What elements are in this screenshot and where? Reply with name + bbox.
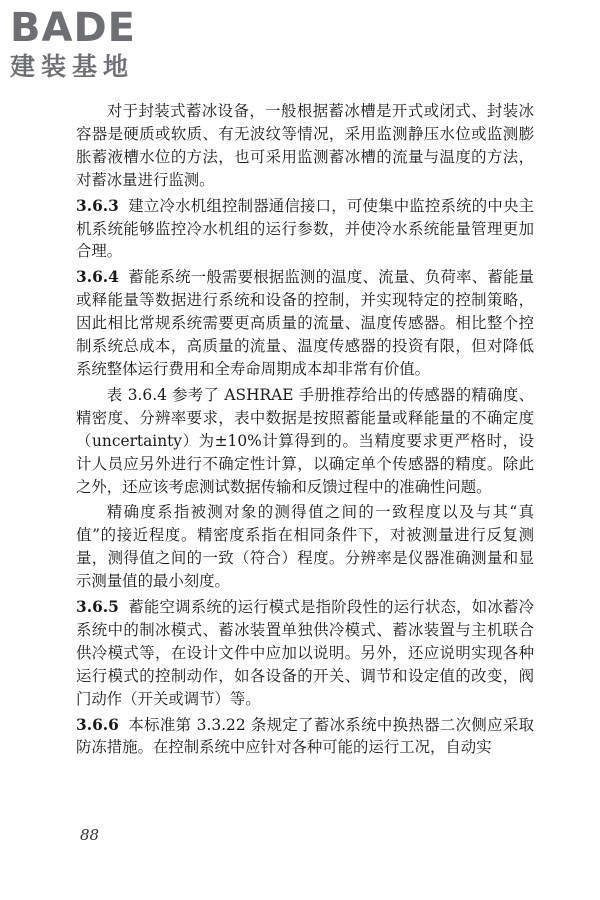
clause-3-6-3 bbox=[76, 195, 534, 264]
logo-wordmark: BADE bbox=[10, 5, 136, 51]
clause-number: 3.6.4 bbox=[76, 268, 119, 287]
paragraph-ice-storage-monitoring bbox=[76, 100, 534, 192]
clause-number: 3.6.3 bbox=[76, 196, 119, 215]
clause-text: 建立冷水机组控制器通信接口，可使集中监控系统的中央主机系统能够监控冷水机组的运行参数，并使冷水系统能量管理更加合理。 bbox=[76, 196, 534, 261]
clause-3-6-6 bbox=[76, 714, 534, 760]
bade-logo bbox=[10, 6, 180, 82]
clause-3-6-4 bbox=[76, 266, 534, 381]
clause-number: 3.6.5 bbox=[76, 598, 119, 617]
clause-text: 本标准第 3.3.22 条规定了蓄冰系统中换热器二次侧应采取防冻措施。在控制系统中应针对各种可能的运行工况，自动实 bbox=[76, 715, 534, 757]
page-number: 88 bbox=[80, 826, 100, 844]
document-body bbox=[76, 100, 534, 762]
clause-number: 3.6.6 bbox=[76, 715, 119, 734]
logo-subtitle: 建装基地 bbox=[10, 52, 135, 81]
paragraph-text: 表 3.6.4 参考了 ASHRAE 手册推荐给出的传感器的精确度、精密度、分辨率要求，表中数据是按照蓄能量或释能量的不确定度（uncertainty）为±10%计算得到的。当精度要求更严格时，设计人员应另外进行不确定性计算，以确定单个传感器的精度。除此之外，还应该考虑测试数据传输和反馈过程中的准确性问题。 bbox=[76, 385, 534, 496]
paragraph-accuracy-definition bbox=[76, 501, 534, 593]
clause-3-6-5 bbox=[76, 596, 534, 711]
paragraph-table-reference bbox=[76, 384, 534, 499]
clause-text: 蓄能空调系统的运行模式是指阶段性的运行状态，如冰蓄冷系统中的制冰模式、蓄冰装置单独供冷模式、蓄冰装置与主机联合供冷模式等，在设计文件中应加以说明。另外，还应说明实现各种运行模式的控制动作，如各设备的开关、调节和设定值的改变，阀门动作（开关或调节）等。 bbox=[76, 598, 534, 708]
paragraph-text: 对于封装式蓄冰设备，一般根据蓄冰槽是开式或闭式、封装冰容器是硬质或软质、有无波纹等情况，采用监测静压水位或监测膨胀蓄液槽水位的方法，也可采用监测蓄冰槽的流量与温度的方法，对蓄冰量进行监测。 bbox=[76, 102, 534, 189]
paragraph-text: 精确度系指被测对象的测得值之间的一致程度以及与其“真值”的接近程度。精密度系指在相同条件下，对被测量进行反复测量，测得值之间的一致（符合）程度。分辨率是仪器准确测量和显示测量值的最小刻度。 bbox=[76, 503, 534, 591]
clause-text: 蓄能系统一般需要根据监测的温度、流量、负荷率、蓄能量或释能量等数据进行系统和设备的控制，并实现特定的控制策略，因此相比常规系统需要更高质量的流量、温度传感器。相比整个控制系统总成本，高质量的流量、温度传感器的投资有限，但对降低系统整体运行费用和全寿命周期成本却非常有价值。 bbox=[76, 268, 534, 378]
